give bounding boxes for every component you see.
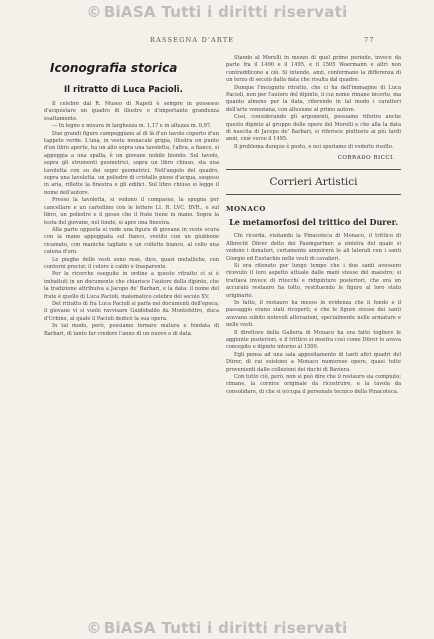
copyright-icon: ©	[86, 3, 102, 21]
section-rule-top	[226, 169, 401, 170]
paragraph: Con tutto ciò, però, non si può dire che il restauro sia compiuto: rimane, la cornice originale da ricostruire, e la tavola da consolidare, di che si occupa il personale tecnico della Pinacoteca.	[226, 374, 401, 395]
paragraph: Alla parte opposta si vede una figura di giovane in veste scura con la mano appoggiata sul fianco, vestito con un giubbone ricamato, con maniche tagliate e un colletto bianco, al collo una catena d'oro.	[44, 226, 219, 256]
article-title-ritratto: Il ritratto di Luca Pacioli.	[64, 85, 183, 95]
paragraph: Stando al Morelli in mezzo di quel primo periodo, invece da parte fra il 1490 e il 1495, e il 1505 Woermann e altri non contraddicono a ciò. Si intende, anzi, confermano la differenza di un terzo di secolo dalla data che risulta dal quadro.	[226, 55, 401, 84]
paragraph: Il celebre dal R. Museo di Napoli è sempre in possesso d'acquistare un quadro di illustre e d'importante grandezza esattamente.	[44, 101, 219, 122]
paragraph: Il direttore della Galleria di Monaco ha ora fatto togliere le aggiunte posteriori, e il trittico si mostra così come Dürer lo aveva concepito e dipinto intorno al 1500.	[226, 329, 401, 351]
paragraph: Si era ritenuto per lungo tempo che i due santi avessero ricevuto il loro aspetto attuale dalle mani stesse del maestro; si trattava invece di ritocchi e ridipinture posteriori, che ora un accurato restauro ha tolto, restituendo le figure al loro stato originario.	[226, 262, 401, 299]
watermark-text: BiASA Tutti i diritti riservati	[103, 619, 348, 637]
paragraph: Del ritratto di fra Luca Pacioli si parla nei documenti dell'epoca; il giovane vi si vuole ravvisare Guidobaldo da Montefeltro, duca d'Urbino, al quale il Pacioli dedicò la sua opera.	[44, 300, 219, 322]
copyright-icon: ©	[86, 619, 102, 637]
paragraph: Il problema dunque è posto, e noi speriamo di vederlo risolto.	[234, 143, 394, 150]
paragraph: Chi ricorda, visitando la Pinacoteca di Monaco, il trittico di Albrecht Dürer detto dei Paumgartner, a sinistra del quale si vedono i donatori, certamente ammirerà le ali laterali con i santi Giorgio ed Eustachio nelle vesti di cavalieri.	[226, 233, 401, 262]
signature: CORRADO RICCI.	[337, 155, 395, 162]
paragraph: Dunque l'incognito ritratto, che ci ha dell'immagine di Luca Pacioli, non per l'autore del dipinto, il cui nome rimane incerto, ma quanto almeno per la data, riferendo in tal modo i caratteri dell'arte veneziana, con allusione al primo autore.	[226, 84, 401, 113]
article-title-durer: Le metamorfosi del trittico del Durer.	[229, 217, 398, 228]
paragraph: Per le ricerche eseguite in ordine a questo ritratto ci si è imbattuti in un documento che chiarisce l'autore della dipinto, che la tradizione attribuiva a Jacopo de' Barbari, e la data: il nome del frate è quello di Luca Pacioli, matematico celebre del secolo XV.	[44, 271, 219, 300]
paragraph: Le pieghe delle vesti sono rese, dice, quasi metalliche, con contorni precisi; il colore è caldo e trasparente.	[44, 256, 219, 270]
section-tag-monaco: MONACO	[226, 205, 266, 214]
running-title: RASSEGNA D'ARTE	[150, 36, 235, 44]
section-rule-bottom	[226, 194, 401, 195]
paragraph: Presso la tavoletta, si vedono il compasso, la spugna per cancellare e un cartellino con le lettere LI. R. LVC. BVR., e sul libro, un poliedro e il gesso che il frate tiene in mano. Sopra la testa del giovane, nel fondo, si apre una finestra.	[44, 197, 219, 226]
watermark-bottom	[0, 619, 434, 637]
page-number: 77	[364, 36, 375, 44]
paragraph: In fatto, il restauro ha messo in evidenza che il fondo e il paesaggio erano stati ricoperti, e che le figure stesse dei santi avevano subito notevoli alterazioni, specialmente nelle armature e nelle vesti.	[226, 299, 401, 329]
section-heading-corrieri: Corrieri Artistici	[269, 176, 358, 189]
section-heading-iconografia: Iconografia storica	[50, 61, 178, 75]
watermark-top	[0, 3, 434, 21]
right-column	[226, 55, 401, 610]
paragraph: Due grandi figure campeggiano al di là d'un tavolo coperto d'un tappeto verde. L'una, in veste monacale grigia, illustra un punto d'un libro aperto, ha un alto sopra una tavoletta, l'altra, a fianco, si appoggia a una spalla, è un giovane nobile biondo. Sul tavolo, sopra gli strumenti geometrici, sopra un libro chiuso, sta una tavoletta con su dei segni geometrici. Nell'angolo del quadro, sopra una tavoletta, un poliedro di cristallo pieno d'acqua, sospeso in aria, riflette la finestra e gli edifici. Sul libro chiuso si legge il nome dell'autore.	[44, 130, 219, 196]
paragraph: — In legno e misura in larghezza m. 1,17 e in altezza m. 0,97.	[52, 123, 212, 130]
paragraph: In tal modo, però, possiamo tornare matura e fondata di Barbari, di tanto far credere l'anno di un nuovo e di data.	[44, 323, 219, 337]
paragraph: Così, considerando gli argomenti, possiamo riferire anche questo dipinto al gruppo delle opere del Morelli e che alla la data di nascita di Jacopo de' Barbari, si riferisce piuttosto ai più tardi anni, cioè verso il 1495.	[226, 114, 401, 143]
watermark-text: BiASA Tutti i diritti riservati	[103, 3, 348, 21]
paragraph: Egli pensa ad una sala appositamente di tanti altri quadri del Dürer, di cui esistono a Monaco numerose opere, quasi tutte provenienti dalle collezioni dei duchi di Baviera.	[226, 351, 401, 373]
left-column	[44, 55, 219, 610]
